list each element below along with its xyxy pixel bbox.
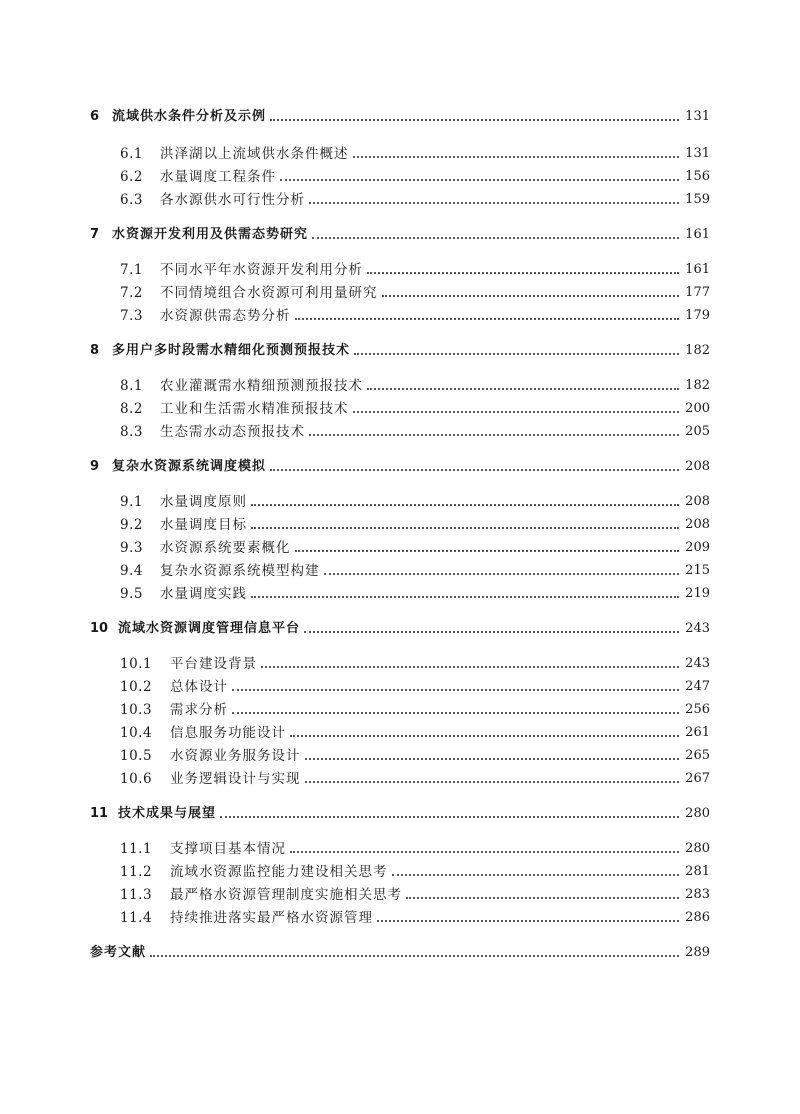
toc-entry-page-number: 215 [685, 563, 710, 578]
toc-entry-title: 水资源供需态势分析 [160, 308, 291, 324]
toc-entry-title: 技术成果与展望 [118, 806, 217, 821]
toc-dot-leader [312, 237, 679, 239]
toc-entry-number: 9.3 [120, 540, 143, 556]
toc-chapter-entry[interactable] [90, 104, 710, 126]
toc-entry-page-number: 131 [685, 109, 710, 124]
toc-section-entry[interactable] [90, 373, 710, 395]
toc-entry-page-number: 247 [685, 679, 710, 694]
toc-entry-page-number: 261 [685, 725, 710, 740]
toc-entry-number: 8.2 [120, 401, 143, 417]
toc-entry-title: 生态需水动态预报技术 [160, 424, 305, 440]
toc-dot-leader [295, 550, 680, 552]
toc-entry-number: 9.2 [120, 517, 143, 533]
toc-entry-page-number: 267 [685, 771, 710, 786]
toc-entry-title: 流域水资源监控能力建设相关思考 [170, 864, 388, 880]
toc-entry-page-number: 286 [685, 910, 710, 925]
toc-entry-page-number: 280 [685, 841, 710, 856]
toc-entry-page-number: 256 [685, 702, 710, 717]
toc-dot-leader [382, 295, 680, 297]
toc-dot-leader [290, 851, 679, 853]
toc-entry-page-number: 289 [685, 945, 710, 960]
toc-section-entry[interactable] [90, 720, 710, 742]
toc-entry-page-number: 209 [685, 540, 710, 555]
toc-entry-title: 水资源开发利用及供需态势研究 [112, 227, 309, 242]
toc-section-entry[interactable] [90, 141, 710, 163]
toc-entry-title: 业务逻辑设计与实现 [170, 771, 301, 787]
toc-entry-page-number: 182 [685, 343, 710, 358]
toc-section-entry[interactable] [90, 651, 710, 673]
toc-dot-leader [309, 202, 679, 204]
toc-entry-number: 10.6 [120, 771, 153, 787]
toc-dot-leader [150, 955, 679, 957]
toc-entry-title: 支撑项目基本情况 [170, 841, 286, 857]
toc-chapter-entry[interactable] [90, 338, 710, 360]
toc-section-entry[interactable] [90, 419, 710, 441]
toc-section-entry[interactable] [90, 581, 710, 603]
toc-entry-title: 复杂水资源系统调度模拟 [112, 459, 267, 474]
toc-dot-leader [324, 573, 680, 575]
toc-section-entry[interactable] [90, 766, 710, 788]
toc-section-entry[interactable] [90, 187, 710, 209]
toc-dot-leader [295, 318, 680, 320]
toc-section-entry[interactable] [90, 743, 710, 765]
toc-entry-number: 10.1 [120, 656, 153, 672]
toc-entry-page-number: 156 [685, 169, 710, 184]
toc-entry-number: 11.1 [120, 841, 153, 857]
toc-entry-number: 9.4 [120, 563, 143, 579]
toc-entry-title: 最严格水资源管理制度实施相关思考 [170, 887, 402, 903]
toc-dot-leader [290, 735, 679, 737]
toc-entry-title: 洪泽湖以上流域供水条件概述 [160, 146, 349, 162]
toc-entry-number: 7.2 [120, 285, 143, 301]
toc-entry-page-number: 205 [685, 424, 710, 439]
toc-entry-number: 10.2 [120, 679, 153, 695]
toc-dot-leader [305, 758, 680, 760]
toc-chapter-entry[interactable] [90, 801, 710, 823]
toc-dot-leader [270, 119, 679, 121]
toc-section-entry[interactable] [90, 674, 710, 696]
toc-entry-number: 7.1 [120, 262, 143, 278]
toc-entry-page-number: 131 [685, 146, 710, 161]
toc-entry-title: 平台建设背景 [170, 656, 257, 672]
toc-dot-leader [367, 272, 679, 274]
toc-entry-page-number: 177 [685, 285, 710, 300]
toc-dot-leader [305, 781, 680, 783]
toc-section-entry[interactable] [90, 280, 710, 302]
toc-section-entry[interactable] [90, 535, 710, 557]
toc-entry-page-number: 283 [685, 887, 710, 902]
toc-entry-number: 10.3 [120, 702, 153, 718]
toc-entry-number: 6.2 [120, 169, 143, 185]
toc-entry-page-number: 243 [685, 621, 710, 636]
toc-dot-leader [220, 816, 679, 818]
toc-entry-number: 8.1 [120, 378, 143, 394]
toc-dot-leader [251, 504, 679, 506]
toc-entry-number: 11.2 [120, 864, 153, 880]
toc-entry-number: 8.3 [120, 424, 143, 440]
toc-entry-title: 流域供水条件分析及示例 [112, 109, 267, 124]
toc-entry-title: 多用户多时段需水精细化预测预报技术 [112, 343, 351, 358]
toc-entry-number: 8 [90, 343, 100, 358]
toc-entry-number: 10.4 [120, 725, 153, 741]
toc-entry-page-number: 208 [685, 494, 710, 509]
toc-entry-page-number: 280 [685, 806, 710, 821]
toc-entry-number: 6 [90, 109, 100, 124]
toc-dot-leader [261, 666, 679, 668]
toc-entry-number: 6.3 [120, 192, 143, 208]
toc-entry-page-number: 161 [685, 262, 710, 277]
toc-chapter-entry[interactable] [90, 616, 710, 638]
toc-section-entry[interactable] [90, 303, 710, 325]
toc-entry-number: 9.1 [120, 494, 143, 510]
toc-section-entry[interactable] [90, 164, 710, 186]
toc-section-entry[interactable] [90, 396, 710, 418]
toc-entry-title: 不同水平年水资源开发利用分析 [160, 262, 363, 278]
toc-entry-title: 水资源业务服务设计 [170, 748, 301, 764]
toc-section-entry[interactable] [90, 882, 710, 904]
toc-entry-title: 水量调度原则 [160, 494, 247, 510]
toc-entry-title: 工业和生活需水精准预报技术 [160, 401, 349, 417]
toc-dot-leader [280, 179, 679, 181]
toc-dot-leader [406, 897, 679, 899]
toc-entry-title: 水资源系统要素概化 [160, 540, 291, 556]
toc-entry-number: 7.3 [120, 308, 143, 324]
toc-entry-number: 10.5 [120, 748, 153, 764]
toc-entry-number: 11 [90, 806, 109, 821]
toc-entry-page-number: 200 [685, 401, 710, 416]
toc-dot-leader [367, 388, 679, 390]
toc-dot-leader [354, 353, 679, 355]
toc-chapter-entry[interactable] [90, 454, 710, 476]
toc-chapter-entry[interactable] [90, 222, 710, 244]
toc-dot-leader [304, 631, 679, 633]
toc-section-entry[interactable] [90, 859, 710, 881]
toc-dot-leader [251, 527, 679, 529]
toc-entry-title: 不同情境组合水资源可利用量研究 [160, 285, 378, 301]
toc-dot-leader [232, 712, 679, 714]
toc-entry-title: 信息服务功能设计 [170, 725, 286, 741]
toc-entry-title: 持续推进落实最严格水资源管理 [170, 910, 373, 926]
toc-entry-page-number: 219 [685, 586, 710, 601]
toc-section-entry[interactable] [90, 905, 710, 927]
toc-section-entry[interactable] [90, 512, 710, 534]
toc-section-entry[interactable] [90, 836, 710, 858]
toc-entry-page-number: 159 [685, 192, 710, 207]
toc-dot-leader [353, 156, 680, 158]
toc-entry-number: 10 [90, 621, 109, 636]
toc-entry-number: 9 [90, 459, 100, 474]
toc-dot-leader [353, 411, 680, 413]
toc-entry-page-number: 281 [685, 864, 710, 879]
toc-entry-number: 11.4 [120, 910, 153, 926]
toc-entry-title: 总体设计 [170, 679, 228, 695]
toc-entry-page-number: 243 [685, 656, 710, 671]
toc-entry-title: 水量调度目标 [160, 517, 247, 533]
toc-dot-leader [377, 920, 679, 922]
toc-entry-number: 9.5 [120, 586, 143, 602]
toc-section-entry[interactable] [90, 697, 710, 719]
toc-section-entry[interactable] [90, 257, 710, 279]
toc-entry-number: 6.1 [120, 146, 143, 162]
toc-entry-page-number: 208 [685, 459, 710, 474]
toc-entry-number: 11.3 [120, 887, 153, 903]
toc-entry-page-number: 182 [685, 378, 710, 393]
toc-section-entry[interactable] [90, 489, 710, 511]
toc-entry-page-number: 161 [685, 227, 710, 242]
toc-entry-title: 农业灌溉需水精细预测预报技术 [160, 378, 363, 394]
toc-entry-page-number: 208 [685, 517, 710, 532]
toc-entry-page-number: 179 [685, 308, 710, 323]
toc-dot-leader [270, 469, 679, 471]
toc-entry-page-number: 265 [685, 748, 710, 763]
toc-entry-title: 水量调度实践 [160, 586, 247, 602]
toc-chapter-entry[interactable] [90, 940, 710, 962]
toc-entry-title: 水量调度工程条件 [160, 169, 276, 185]
toc-section-entry[interactable] [90, 558, 710, 580]
toc-entry-number: 7 [90, 227, 100, 242]
toc-dot-leader [392, 874, 680, 876]
toc-dot-leader [309, 434, 679, 436]
toc-entry-title: 参考文献 [90, 945, 147, 960]
toc-dot-leader [251, 596, 679, 598]
toc-entry-title: 各水源供水可行性分析 [160, 192, 305, 208]
toc-entry-title: 需求分析 [170, 702, 228, 718]
toc-dot-leader [232, 689, 679, 691]
toc-entry-title: 流域水资源调度管理信息平台 [118, 621, 301, 636]
toc-entry-title: 复杂水资源系统模型构建 [160, 563, 320, 579]
